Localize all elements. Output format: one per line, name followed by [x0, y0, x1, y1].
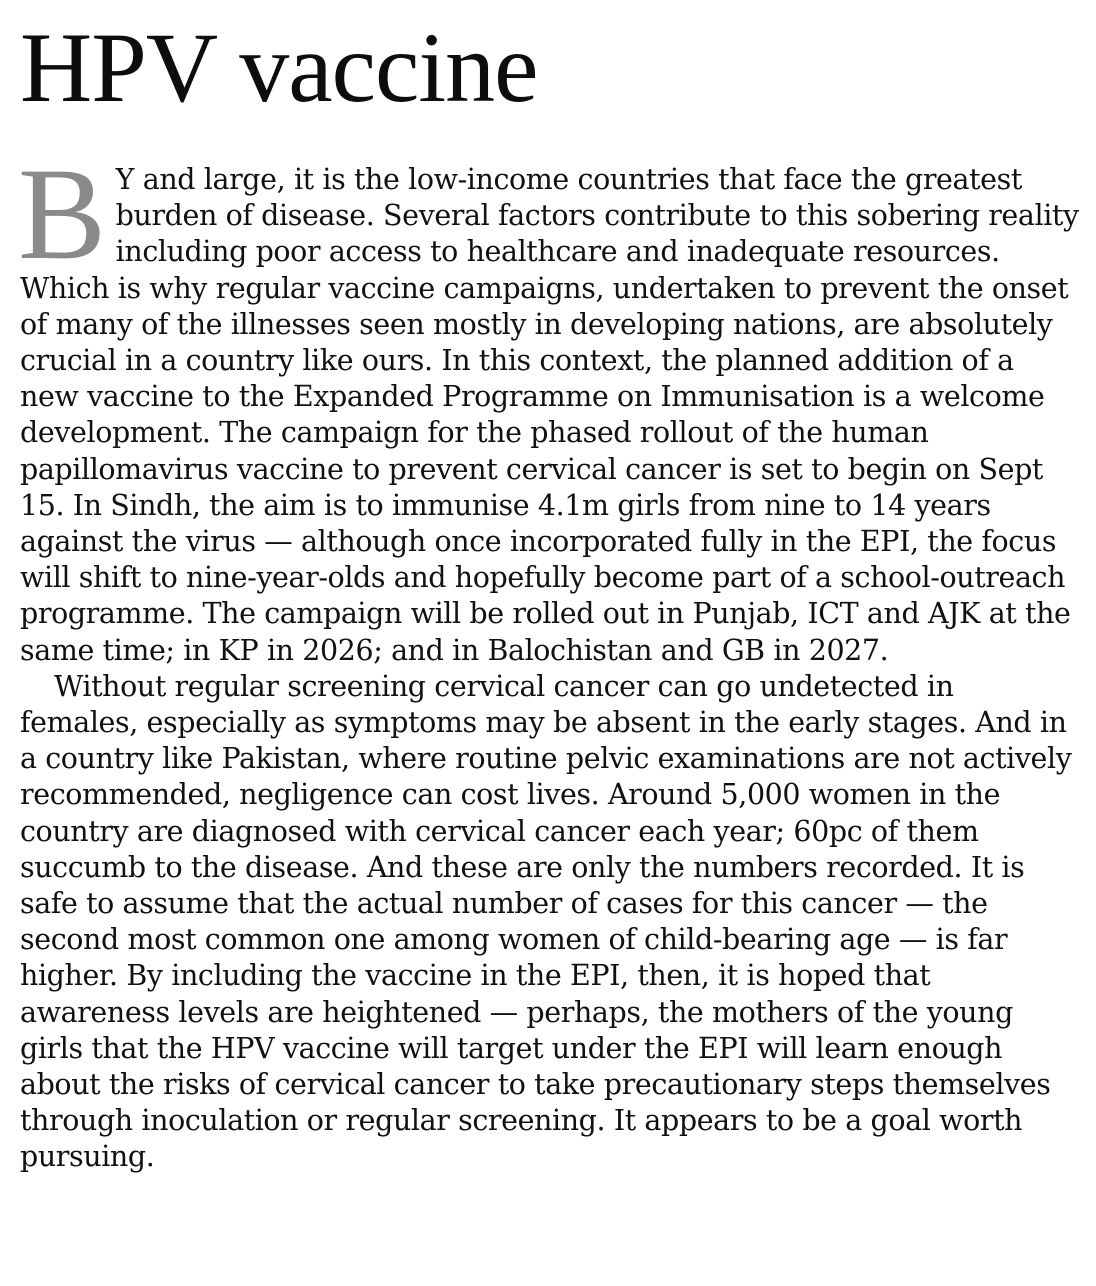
drop-cap: B [18, 140, 106, 287]
article-body [18, 140, 1080, 1176]
paragraph-1-text: Y and large, it is the low-income countries that face the greatest burden of disease. Several factors contribute to this sobering reality including poor access to healthcare and inadequate resources. Which is why regular vaccine campaigns, undertaken to prevent the onset of many of the illnesses seen mostly in developing nations, are absolutely crucial in a country like ours. In this context, the planned addition of a new vaccine to the Expanded Programme on Immunisation is a welcome development. The campaign for the phased rollout of the human papillomavirus vaccine to prevent cervical cancer is set to begin on Sept 15. In Sindh, the aim is to immunise 4.1m girls from nine to 14 years against the virus — although once incorporated fully in the EPI, the focus will shift to nine-year-olds and hopefully become part of a school-outreach programme. The campaign will be rolled out in Punjab, ICT and AJK at the same time; in KP in 2026; and in Balochistan and GB in 2027. [20, 163, 1079, 667]
headline: HPV vaccine [20, 12, 538, 123]
paragraph-1 [18, 140, 1080, 669]
editorial-article [20, 14, 1080, 1176]
paragraph-2: Without regular screening cervical cancer can go undetected in females, especially as symptoms may be absent in the early stages. And in a country like Pakistan, where routine pelvic examinations are not actively recommended, negligence can cost lives. Around 5,000 women in the country are diagnosed with cervical cancer each year; 60pc of them succumb to the disease. And these are only the numbers recorded. It is safe to assume that the actual number of cases for this cancer — the second most common one among women of child-bearing age — is far higher. By including the vaccine in the EPI, then, it is hoped that awareness levels are heightened — perhaps, the mothers of the young girls that the HPV vaccine will target under the EPI will learn enough about the risks of cervical cancer to take precautionary steps themselves through inoculation or regular screening. It appears to be a goal worth pursuing. [20, 669, 1072, 1174]
